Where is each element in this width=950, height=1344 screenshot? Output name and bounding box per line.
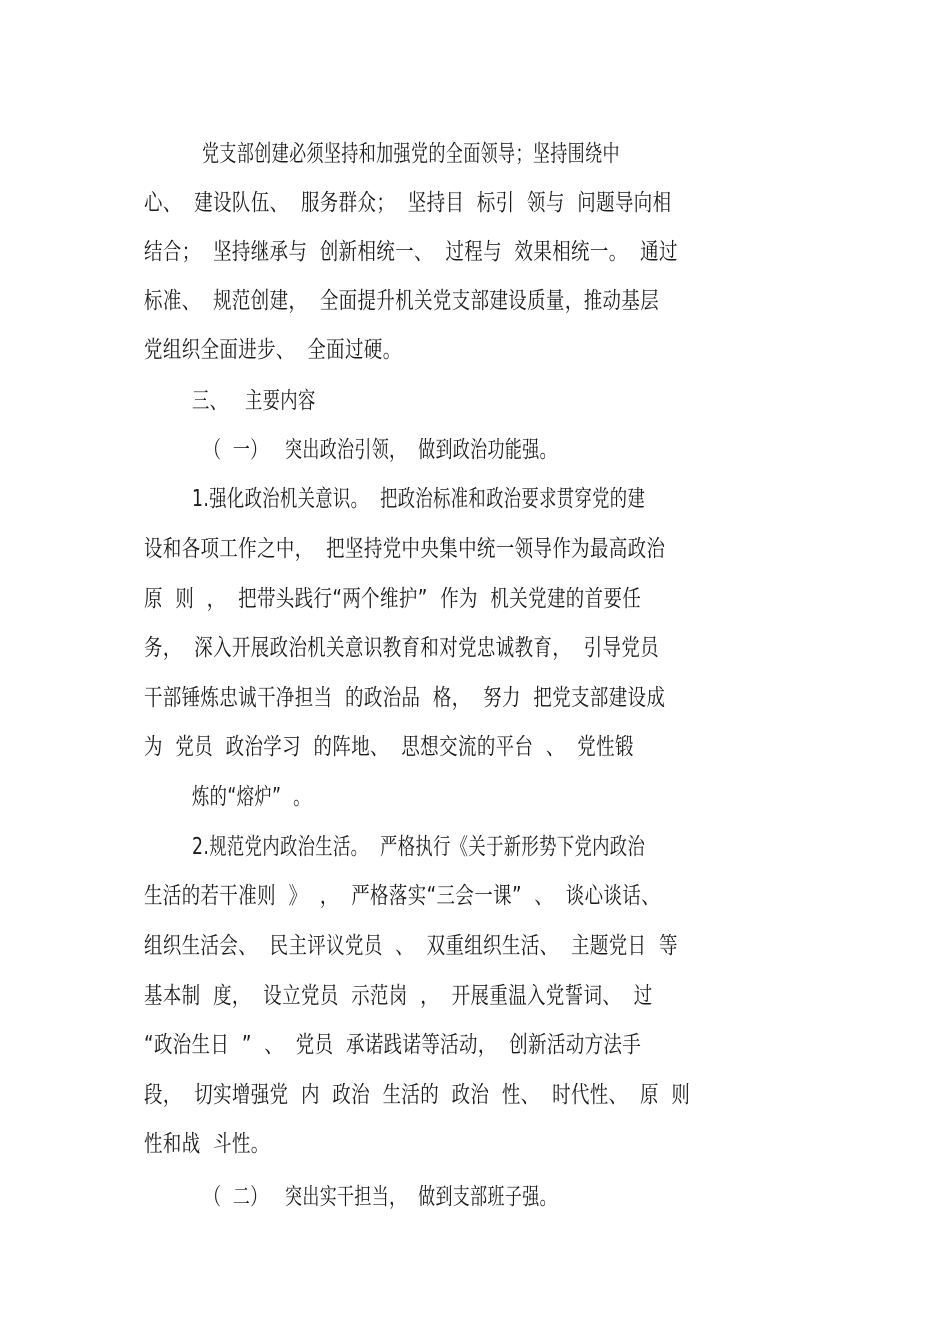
paragraph-line: 党组织全面进步、 全面过硬。 — [144, 337, 402, 363]
paragraph-line: 生活的若干准则 》 ， 严格落实“三会一课” 、 谈心谈话、 — [144, 883, 661, 909]
paragraph-line: 段， 切实增强党 内 政治 生活的 政治 性、 时代性、 原 则 — [144, 1082, 691, 1108]
paragraph-line: 2.规范党内政治生活。 严格执行《关于新形势下党内政治 — [192, 834, 646, 860]
paragraph-line: 1.强化政治机关意识。 把政治标准和政治要求贯穿党的建 — [192, 486, 646, 512]
paragraph-line: 组织生活会、 民主评议党员 、 双重组织生活、 主题党日 等 — [144, 933, 678, 959]
paragraph-line: 结合； 坚持继承与 创新相统一、 过程与 效果相统一。 通过 — [144, 239, 678, 265]
paragraph-line: 务， 深入开展政治机关意识教育和对党忠诚教育， 引导党员 — [144, 635, 660, 661]
paragraph-line: 原 则 ， 把带头践行“两个维护” 作为 机关党建的首要任 — [144, 586, 642, 612]
subsection-heading: （ 二） 突出实干担当， 做到支部班子强。 — [204, 1184, 558, 1210]
paragraph-line: 基本制 度， 设立党员 示范岗 ， 开展重温入党誓词、 过 — [144, 983, 653, 1009]
paragraph-line: 炼的“熔炉” 。 — [192, 784, 311, 810]
paragraph-line: 为 党员 政治学习 的阵地、 思想交流的平台 、 党性锻 — [144, 734, 634, 760]
paragraph-line: “政治生日 ” 、 党员 承诺践诺等活动， 创新活动方法手 — [144, 1032, 642, 1058]
paragraph-line: 性和战 斗性。 — [144, 1131, 270, 1157]
paragraph-line: 设和各项工作之中， 把坚持党中央集中统一领导作为最高政治 — [144, 536, 666, 562]
paragraph-line: 标准、 规范创建， 全面提升机关党支部建设质量，推动基层 — [144, 288, 660, 314]
paragraph-line: 心、 建设队伍、 服务群众； 坚持目 标引 领与 问题导向相 — [144, 190, 672, 216]
paragraph-line: 干部锤炼忠诚干净担当 的政治品 格， 努力 把党支部建设成 — [144, 685, 666, 711]
subsection-heading: （ 一） 突出政治引领， 做到政治功能强。 — [204, 437, 558, 463]
paragraph-line: 党支部创建必须坚持和加强党的全面领导；坚持围绕中 — [202, 141, 620, 167]
section-heading: 三、 主要内容 — [192, 388, 316, 414]
